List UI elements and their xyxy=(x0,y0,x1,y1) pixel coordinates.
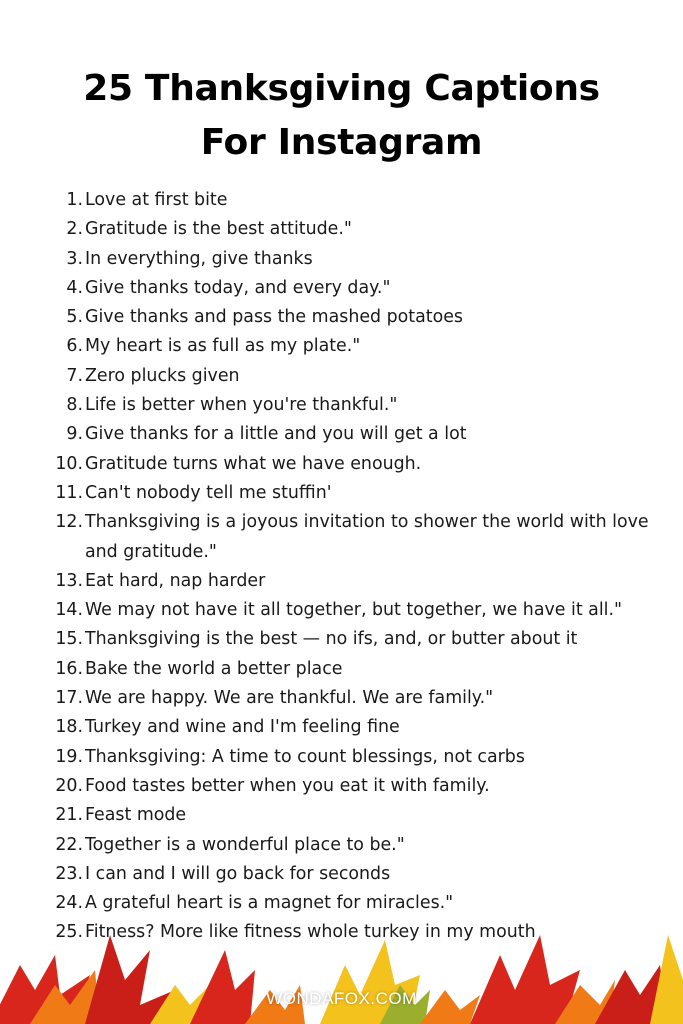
caption-text: We are happy. We are thankful. We are family." xyxy=(85,688,494,709)
caption-item xyxy=(0,215,683,244)
red-leaf-icon xyxy=(470,935,580,1024)
caption-text: Eat hard, nap harder xyxy=(85,570,266,591)
caption-text: Life is better when you're thankful." xyxy=(85,395,398,416)
caption-number: 3. xyxy=(66,248,83,269)
caption-number: 20. xyxy=(55,775,83,796)
caption-item xyxy=(0,274,683,303)
caption-number: 4. xyxy=(66,277,83,298)
caption-number: 23. xyxy=(55,863,83,884)
caption-number: 13. xyxy=(55,570,83,591)
caption-number: 10. xyxy=(55,453,83,474)
caption-number: 1. xyxy=(66,190,83,210)
caption-number: 11. xyxy=(55,482,83,503)
caption-text: Together is a wonderful place to be." xyxy=(85,834,405,855)
red-leaf-icon xyxy=(190,950,255,1024)
caption-text: Give thanks for a little and you will get a lot xyxy=(85,424,467,445)
caption-item xyxy=(0,420,683,449)
caption-item xyxy=(0,479,683,508)
caption-number: 16. xyxy=(55,658,83,679)
caption-item xyxy=(0,743,683,772)
caption-text: Food tastes better when you eat it with family. xyxy=(85,775,490,796)
caption-number: 2. xyxy=(66,219,83,240)
caption-number: 6. xyxy=(66,336,83,357)
leaf-cluster-left xyxy=(0,935,255,1024)
caption-number: 9. xyxy=(66,424,83,445)
caption-item xyxy=(0,362,683,391)
caption-text: Gratitude turns what we have enough. xyxy=(85,453,422,474)
caption-text: Give thanks today, and every day." xyxy=(85,277,391,298)
caption-item xyxy=(0,450,683,479)
caption-item xyxy=(0,860,683,889)
caption-item xyxy=(0,625,683,654)
caption-item xyxy=(0,508,683,567)
caption-item xyxy=(0,186,683,215)
caption-item xyxy=(0,245,683,274)
caption-text: We may not have it all together, but together, we have it all." xyxy=(85,600,623,621)
caption-text: In everything, give thanks xyxy=(85,248,313,269)
caption-text: Turkey and wine and I'm feeling fine xyxy=(85,717,400,738)
caption-number: 25. xyxy=(55,922,83,943)
caption-number: 22. xyxy=(55,834,83,855)
caption-number: 8. xyxy=(66,395,83,416)
caption-item xyxy=(0,831,683,860)
caption-list xyxy=(0,186,683,948)
caption-number: 7. xyxy=(66,365,83,386)
caption-text: I can and I will go back for seconds xyxy=(85,863,391,884)
caption-text: Thanksgiving is a joyous invitation to shower the world with love and gratitude." xyxy=(85,512,649,562)
caption-number: 18. xyxy=(55,717,83,738)
caption-number: 5. xyxy=(66,307,83,328)
caption-item xyxy=(0,332,683,361)
caption-text: Love at first bite xyxy=(85,190,228,210)
caption-item xyxy=(0,684,683,713)
caption-number: 14. xyxy=(55,600,83,621)
caption-text: Gratitude is the best attitude." xyxy=(85,219,352,240)
caption-text: Fitness? More like fitness whole turkey in my mouth xyxy=(85,922,536,943)
caption-item xyxy=(0,567,683,596)
caption-item xyxy=(0,303,683,332)
caption-number: 24. xyxy=(55,893,83,914)
title-line-1: 25 Thanksgiving Captions xyxy=(83,68,600,109)
title-line-2: For Instagram xyxy=(200,122,483,163)
caption-text: Feast mode xyxy=(85,805,187,826)
caption-text: Bake the world a better place xyxy=(85,658,343,679)
caption-item xyxy=(0,772,683,801)
caption-text: Thanksgiving is the best — no ifs, and, or butter about it xyxy=(85,629,578,650)
site-watermark: WONDAFOX.COM xyxy=(266,989,417,1008)
leaf-cluster-center xyxy=(245,940,480,1024)
caption-item xyxy=(0,801,683,830)
leaf-cluster-right xyxy=(470,935,683,1024)
caption-number: 21. xyxy=(55,805,83,826)
caption-number: 12. xyxy=(55,512,83,533)
caption-text: Can't nobody tell me stuffin' xyxy=(85,482,332,503)
page-title xyxy=(0,62,683,170)
caption-text: My heart is as full as my plate." xyxy=(85,336,361,357)
caption-number: 15. xyxy=(55,629,83,650)
caption-text: Zero plucks given xyxy=(85,365,240,386)
caption-text: Give thanks and pass the mashed potatoes xyxy=(85,307,463,328)
caption-item xyxy=(0,596,683,625)
caption-item xyxy=(0,655,683,684)
caption-number: 17. xyxy=(55,688,83,709)
caption-item xyxy=(0,713,683,742)
caption-item xyxy=(0,391,683,420)
caption-text: A grateful heart is a magnet for miracles." xyxy=(85,893,454,914)
caption-text: Thanksgiving: A time to count blessings, not carbs xyxy=(85,746,525,767)
caption-number: 19. xyxy=(55,746,83,767)
